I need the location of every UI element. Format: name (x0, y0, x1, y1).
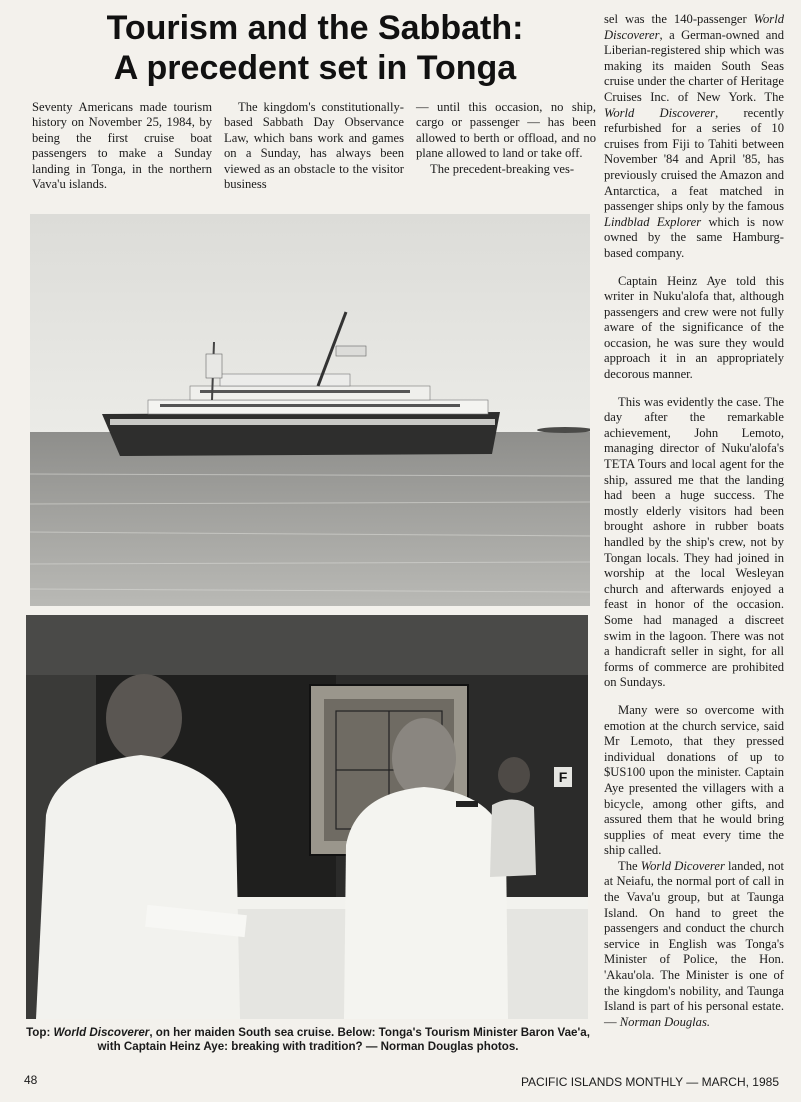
ship-name: World Discoverer (604, 105, 716, 120)
paragraph: Many were so overcome with emotion at the church service, said Mr Lemoto, that they pressed individual donations of up to $US100 upon the minister. Captain Aye presented the villagers with a bicycle, among other gifts, and assured them that he would bring supplies of meat every time the ship called. (604, 702, 784, 858)
paragraph: sel was the 140-passenger World Discoverer, a German-owned and Liberian-registered ship which was making its maiden South Seas cruise under the charter of Heritage Cruises Inc. of New York. The World Discoverer, recently refurbished for a series of 10 cruises from Fiji to Tahiti between November '84 and April '85, has previously cruised the Amazon and Antarctica, a feat matched in passenger ships only by the famous Lindblad Explorer which is now owned by the same Hamburg-based company. (604, 12, 784, 260)
caption-ship-name: World Discoverer (53, 1026, 150, 1039)
paragraph: The World Dicoverer landed, not at Neiafu, the normal port of call in the Vava'u group, but at Taunga Island. On hand to greet the passengers and conduct the church service in English was Tonga's Minister of Police, the Hon. 'Akau'ola. The Minister is one of the kingdom's nobility, and Taunga Island is part of his personal estate. — Norman Douglas. (604, 858, 785, 1029)
ship-name: World Dicoverer (640, 858, 725, 873)
article-column-3 (416, 100, 596, 177)
headline-line-2: A precedent set in Tonga (113, 49, 517, 87)
paragraph: The kingdom's constitutionally-based Sabbath Day Observance Law, which bans work and games on a Sunday, has always been viewed as an obstacle to the visitor business (224, 100, 404, 192)
publication-footer: PACIFIC ISLANDS MONTHLY — MARCH, 1985 (520, 1075, 779, 1089)
paragraph: — until this occasion, no ship, cargo or passenger — has been allowed to berth or offload, and no plane allowed to land or take off. (416, 100, 596, 161)
page-number: 48 (24, 1073, 38, 1087)
headline-line-1: Tourism and the Sabbath: (106, 9, 524, 47)
ship-name: World Discoverer (604, 12, 784, 42)
paragraph: Captain Heinz Aye told this writer in Nuku'alofa that, although passengers and crew were not fully aware of the significance of the occasion, he was sure they would approach it in an appropriately decorous manner. (604, 273, 784, 382)
article-column-2 (224, 100, 404, 192)
ship-photo (30, 214, 590, 606)
paragraph: Seventy Americans made tourism history on November 25, 1984, by being the first cruise boat passengers to make a Sunday landing in Tonga, in the northern Vava'u islands. (32, 100, 212, 192)
byline: Norman Douglas. (619, 1014, 711, 1029)
sign-letter: F (558, 769, 568, 785)
paragraph: This was evidently the case. The day after the remarkable achievement, John Lemoto, managing director of Nuku'alofa's TETA Tours and local agent for the ship, assured me that the landing had been a huge success. The mostly elderly visitors had been brought ashore in rubber boats handled by the ship's crew, not by Tongan locals. They had joined in worship at the local Wesleyan church and afterwards enjoyed a feast in honor of the occasion. Some had managed a discreet swim in the lagoon. There was not a handicraft seller in sight, for all forms of commerce are prohibited on Sundays. (604, 394, 784, 690)
photo-caption: Top: World Discoverer, on her maiden South sea cruise. Below: Tonga's Tourism Minister Baron Vae'a, with Captain Heinz Aye: breaking with tradition? — Norman Douglas photos. (26, 1026, 590, 1053)
article-right-column (604, 12, 784, 1042)
ship-name: Lindblad Explorer (604, 214, 702, 229)
paragraph: The precedent-breaking ves- (430, 161, 575, 176)
officials-photo (26, 615, 588, 1019)
headline (30, 8, 600, 88)
article-column-1 (32, 100, 212, 192)
